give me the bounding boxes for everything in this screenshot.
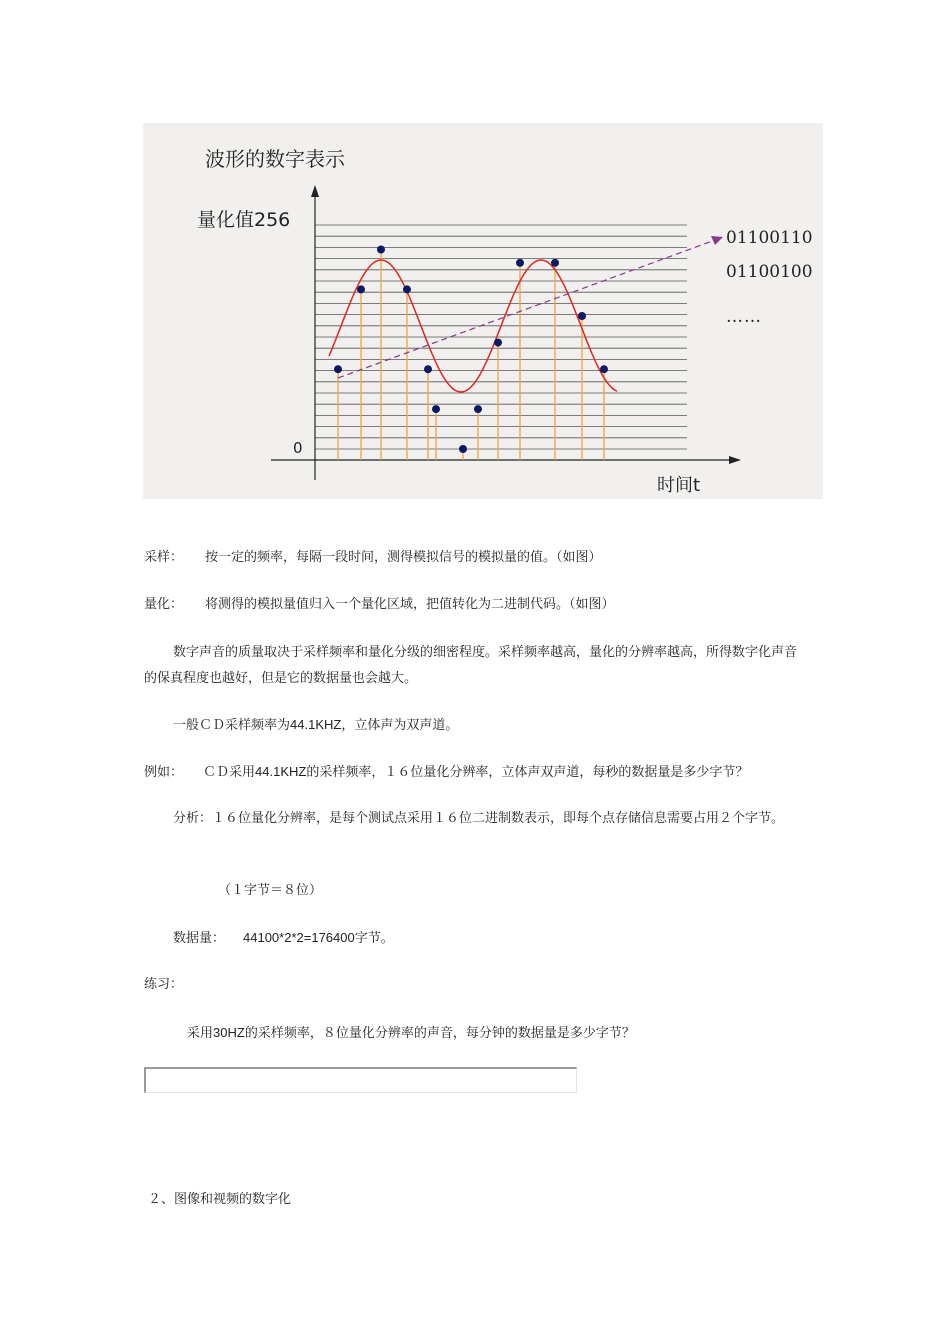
sample-point bbox=[357, 285, 365, 293]
encoding-arrowhead bbox=[711, 236, 723, 245]
cd-rate-text: 一般ＣＤ采样频率为 bbox=[173, 718, 291, 733]
exercise-heading: 练习： bbox=[144, 977, 184, 992]
sample-point bbox=[424, 365, 432, 373]
figure-title: 波形的数字表示 bbox=[205, 147, 345, 171]
answer-input[interactable] bbox=[144, 1067, 577, 1093]
exercise-question-body: 的采样频率，８位量化分辨率的声音，每分钟的数据量是多少字节？ bbox=[244, 1026, 635, 1041]
exercise-rate: 30HZ bbox=[213, 1025, 245, 1040]
example-rate: 44.1KHZ bbox=[255, 764, 307, 779]
binary-code-ellipsis: …… bbox=[726, 307, 762, 327]
binary-code-1: 01100110 bbox=[726, 228, 813, 248]
sample-point bbox=[432, 405, 440, 413]
paragraph-quality: 数字声音的质量取决于采样频率和量化分级的细密程度。采样频率越高，量化的分辨率越高，所得数字化声音的保真程度也越好，但是它的数据量也会越大。 bbox=[144, 645, 798, 686]
y-axis-arrowhead bbox=[311, 185, 319, 197]
encoding-arrow bbox=[338, 240, 715, 378]
cd-rate-value: 44.1KHZ bbox=[290, 717, 342, 732]
sample-point bbox=[516, 259, 524, 267]
sample-point bbox=[403, 285, 411, 293]
section-heading: ２、图像和视频的数字化 bbox=[148, 1192, 292, 1207]
example-text: ＣＤ采用 bbox=[203, 765, 256, 780]
waveform-figure bbox=[143, 123, 823, 499]
sample-point bbox=[377, 246, 385, 254]
sampling-label: 采样： bbox=[144, 550, 184, 565]
binary-code-2: 01100100 bbox=[726, 262, 813, 282]
sample-point bbox=[494, 339, 502, 347]
cd-rate-suffix: ，立体声为双声道。 bbox=[341, 718, 459, 733]
paragraph-cd-rate bbox=[173, 712, 458, 739]
sample-point bbox=[600, 365, 608, 373]
sampling-body: 按一定的频率，每隔一段时间，测得模拟信号的模拟量的值。（如图） bbox=[205, 550, 602, 565]
data-amount-formula: 44100*2*2=176400 bbox=[243, 930, 355, 945]
example-label: 例如： bbox=[144, 765, 184, 780]
byte-definition: （１字节＝８位） bbox=[218, 883, 323, 898]
paragraph-sampling bbox=[144, 545, 602, 571]
paragraph-analysis: 分析：１６位量化分辨率，是每个测试点采用１６位二进制数表示，即每个点存储信息需要占用２个字节。 bbox=[173, 811, 785, 826]
paragraph-data-amount bbox=[173, 925, 394, 952]
quantization-label: 量化： bbox=[144, 597, 184, 612]
x-axis-arrowhead bbox=[729, 456, 741, 464]
y-zero-label: 0 bbox=[293, 439, 303, 457]
exercise-question bbox=[187, 1020, 635, 1047]
quantization-body: 将测得的模拟量值归入一个量化区域，把值转化为二进制代码。（如图） bbox=[205, 597, 615, 612]
sample-point bbox=[459, 445, 467, 453]
paragraph-quantization bbox=[144, 592, 615, 618]
x-axis-label: 时间t bbox=[657, 475, 701, 496]
y-axis-label: 量化值256 bbox=[197, 209, 291, 231]
sample-point bbox=[474, 405, 482, 413]
data-amount-label: 数据量： bbox=[173, 931, 226, 946]
sample-point bbox=[551, 259, 559, 267]
paragraph-example bbox=[144, 759, 748, 786]
sample-point bbox=[578, 312, 586, 320]
exercise-text: 采用 bbox=[187, 1026, 214, 1041]
data-amount-unit: 字节。 bbox=[354, 931, 394, 946]
example-question: 的采样频率，１６位量化分辨率，立体声双声道，每秒的数据量是多少字节？ bbox=[306, 765, 749, 780]
waveform-chart bbox=[143, 123, 823, 499]
sample-point bbox=[334, 365, 342, 373]
